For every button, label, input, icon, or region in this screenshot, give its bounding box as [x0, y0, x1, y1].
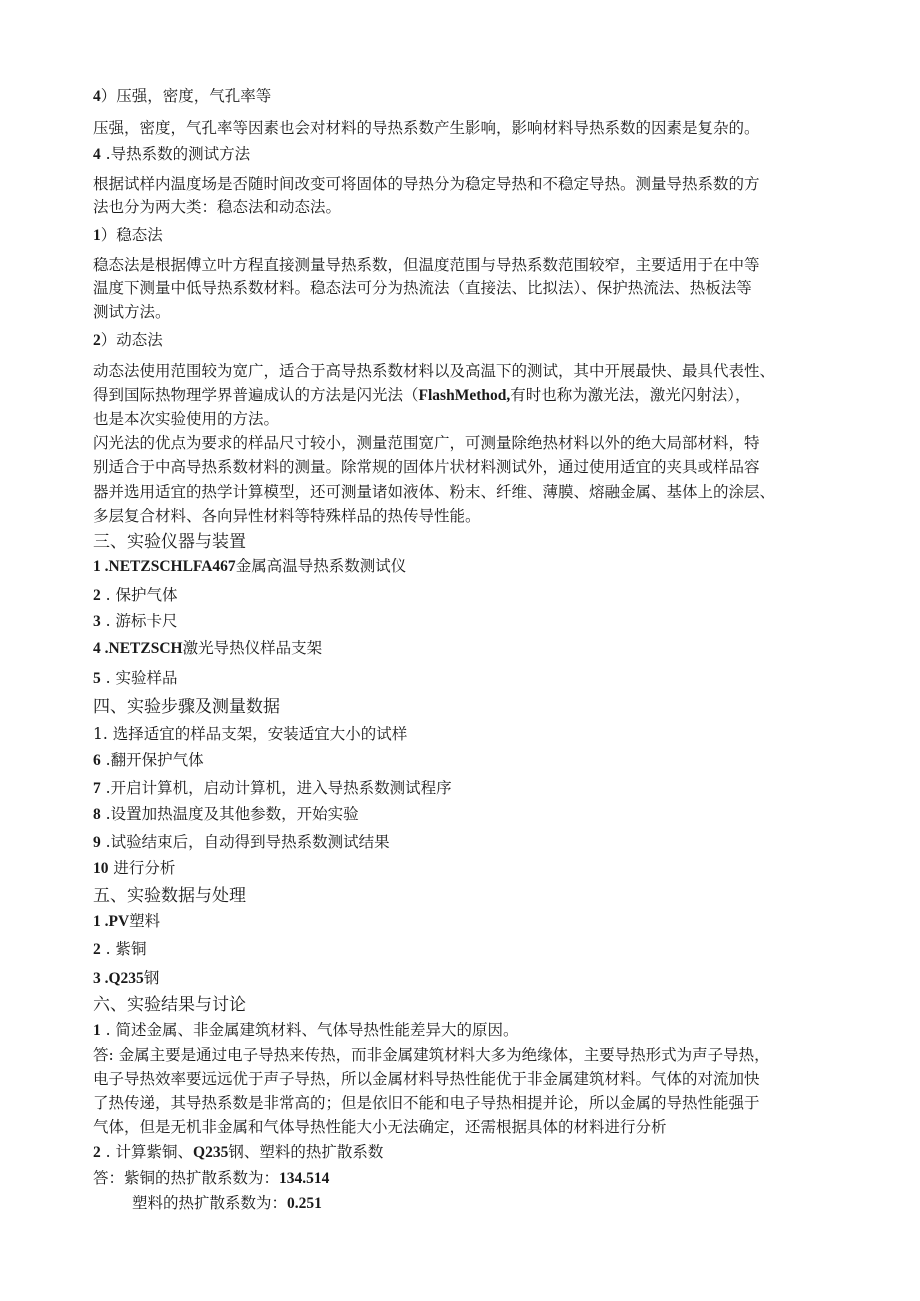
section-heading: 三、实验仪器与装置: [93, 532, 246, 552]
answer-line: 了热传递，其导热系数是非常高的；但是依旧不能和电子导热相提并论，所以金属的导热性能强于: [93, 1094, 760, 1112]
answer-line: 答: 金属主要是通过电子导热来传热，而非金属建筑材料大多为绝缘体，主要导热形式为声子导热，: [93, 1046, 770, 1064]
list-item: 2 . 紫铜: [93, 940, 147, 958]
paragraph-line: 温度下测量中低导热系数材料。稳态法可分为热流法（直接法、比拟法）、保护热流法、热板法等: [93, 279, 752, 297]
paragraph-line: 别适合于中高导热系数材料的测量。除常规的固体片状材料测试外，通过使用适宜的夹具或样品容: [93, 458, 760, 476]
section-heading: 四、实验步骤及测量数据: [93, 697, 280, 717]
answer-line: 电子导热效率要远远优于声子导热，所以金属材料导热性能优于非金属建筑材料。气体的对流加快: [93, 1070, 760, 1088]
paragraph-line: 得到国际热物理学界普遍成认的方法是闪光法（FlashMethod,有时也称为激光法，激光闪射法），: [93, 386, 751, 404]
list-item: 1 .NETZSCHLFA467金属高温导热系数测试仪: [93, 557, 407, 575]
list-item: 5 . 实验样品: [93, 669, 178, 687]
list-item: 7 .开启计算机，启动计算机，进入导热系数测试程序: [93, 779, 452, 797]
section-heading: 五、实验数据与处理: [93, 886, 246, 906]
answer-line: 塑料的热扩散系数为：0.251: [132, 1194, 322, 1212]
list-item: 3 .Q235钢: [93, 969, 160, 987]
list-item: 2 . 保护气体: [93, 586, 178, 604]
list-item: 8 .设置加热温度及其他参数，开始实验: [93, 805, 359, 823]
subsection-heading: 1）稳态法: [93, 226, 163, 244]
paragraph-line: 根据试样内温度场是否随时间改变可将固体的导热分为稳定导热和不稳定导热。测量导热系数的方: [93, 175, 760, 193]
paragraph-line: 动态法使用范围较为宽广，适合于高导热系数材料以及高温下的测试，其中开展最快、最具代表性、: [93, 362, 776, 380]
list-item: 9 .试验结束后，自动得到导热系数测试结果: [93, 833, 390, 851]
paragraph-line: 测试方法。: [93, 303, 171, 321]
list-item: 3 . 游标卡尺: [93, 612, 178, 630]
answer-line: 气体，但是无机非金属和气体导热性能大小无法确定，还需根据具体的材料进行分析: [93, 1118, 667, 1136]
paragraph-line: 也是本次实验使用的方法。: [93, 410, 280, 428]
list-item: 1 .PV塑料: [93, 912, 161, 930]
list-item: 1. 选择适宜的样品支架，安装适宜大小的试样: [93, 725, 408, 743]
item-line: 4）压强，密度，气孔率等: [93, 87, 272, 105]
paragraph-line: 器并选用适宜的热学计算模型，还可测量诸如液体、粉末、纤维、薄膜、熔融金属、基体上的涂层、: [93, 483, 776, 501]
paragraph-line: 法也分为两大类：稳态法和动态法。: [93, 198, 342, 216]
subsection-heading: 2）动态法: [93, 331, 163, 349]
question-line: 1 . 简述金属、非金属建筑材料、气体导热性能差异大的原因。: [93, 1021, 519, 1039]
list-item: 10 进行分析: [93, 859, 176, 877]
paragraph-line: 多层复合材料、各向异性材料等特殊样品的热传导性能。: [93, 507, 481, 525]
section-heading: 4 .导热系数的测试方法: [93, 145, 251, 163]
list-item: 6 .翻开保护气体: [93, 751, 204, 769]
paragraph-line: 闪光法的优点为要求的样品尺寸较小，测量范围宽广，可测量除绝热材料以外的绝大局部材料，特: [93, 434, 760, 452]
question-line: 2 . 计算紫铜、Q235钢、塑料的热扩散系数: [93, 1143, 384, 1161]
paragraph-line: 稳态法是根据傅立叶方程直接测量导热系数，但温度范围与导热系数范围较窄，主要适用于在中等: [93, 256, 760, 274]
list-item: 4 .NETZSCH激光导热仪样品支架: [93, 639, 323, 657]
paragraph-line: 压强，密度，气孔率等因素也会对材料的导热系数产生影响，影响材料导热系数的因素是复杂的。: [93, 119, 760, 137]
answer-line: 答：紫铜的热扩散系数为：134.514: [93, 1169, 330, 1187]
section-heading: 六、实验结果与讨论: [93, 995, 246, 1015]
